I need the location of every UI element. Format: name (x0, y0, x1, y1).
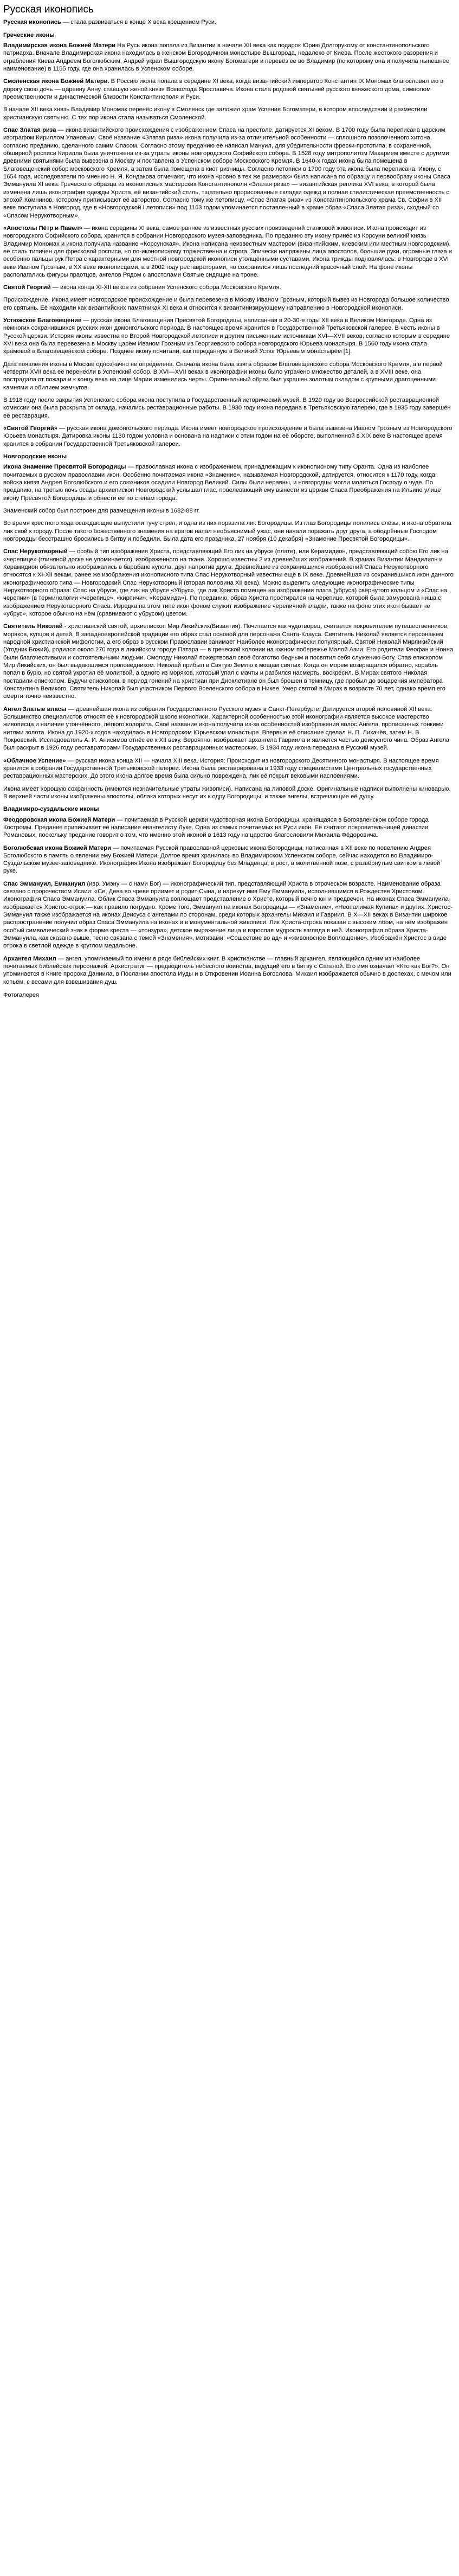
page (0, 0, 459, 1010)
paragraph-bogolub (3, 844, 456, 875)
section-heading-greek: Греческие иконы (3, 31, 55, 39)
term-bogolub: Боголюбская икона Божией Матери (3, 844, 111, 851)
term-nerukotvorny: Спас Нерукотворный (3, 548, 68, 555)
text-vladimir: На Русь икона попала из Византии в начале XII века как подарок Юрию Долгорукому от константинопольского патриарха. Вначале Владимирская икона находилась в женском Богородичном монастыре Вышгорода, недалеко от Киева. После жестокого разорения и ограбления Киева Андреем Боголюбским, Андрей украл Вышгородскую икону Богоматери и перевёз ее во Владимир (по которому она и получила нынешнее наименование) в 1155 году, где она хранилась в Успенском соборе. (3, 42, 450, 72)
intro-paragraph (3, 18, 456, 26)
footer: Фотогалерея (3, 992, 39, 999)
text-emmanuil: (ивр. Умэну — с нами Бог) — иконографический тип, представляющий Христа в отроческом возрасте. Наименование образа связано с пророчеством Исаии: «Се, Дева во чреве приимет и родит Сына, и нарекут имя Ему Еммануил», исполнившимся в Рождестве Христовом. Иконография Спаса Эммануила. Облик Спаса Эммануила воплощает представление о Христе, который вечно юн и предвечен. На иконах Спаса Эммануила изображается Христос-отрок — как правило погрудно. Кроме того, Эммануил на иконах Богородицы — «Знамение», «Неопалимая Купина» и других. Христос-Эммануил также изображается на иконах Деисуса с ангелами по сторонам, среди которых архангелы Михаил и Гавриил. В X—XII веках в Византии широкое распространение получил образ Спаса Эммануила на иконах и в монументальной живописи. Лик Христа-отрока показан с высоким лбом, на нём изображён особый символический знак в форме креста — «тонзура», детское выражение лица и взрослая мудрость взгляда в ней. Иконография образа Христа-Эммануила, как сказано выше, тесно связана с темой «Знамения», мотивами: «Сошествие во ад» и «живоносное Воплощение». Изображён Христос в виде отрока в светлой одежде в круглом медальоне. (3, 880, 452, 950)
text-nerukotvorny: — особый тип изображения Христа, представляющий Его лик на убрусе (плате), или Керамидион, представляющий собою Его лик на «черепице» (глиняной доске не упоминается), изображенного на ткани. Хорошо известны 2 из древнейших изображений. В храмах Византии Мандилион и Керамидион обязательно изображались в барабане купола, друг напротив друга. Древнейшие из сохранившихся изображений Спаса Нерукотворного относятся к XI-XII векам, ранее же изображения иконописного типа Спас Нерукотворный известны ещё в IX веке. Древнейшая из сохранившихся икон данного иконографического типа — Новгородский Спас Нерукотворный (вторая половина XII века). Можно выделить следующие иконографические типы Нерукотворного образа: Спас на убрусе, где лик на убрусе «Убрус», где лик Христа помещен на изображении плата (убруса) свёрнутого кольцом и «Спас на черепии» (в терминологии «черепице», «кирпичи», «Керамида»). По преданию, образ Христа простирался на черепице, которой была замурована ниша с изображением Нерукотворного Спаса. Изредка на этом типе икон фоном служит изображение черепичной кладки, также на фоне этих икон бывает не «убрус», которое обычно на нём (сравнивают с убрусом) цветом. (3, 548, 454, 617)
text-bogolub: — почитаемая Русской православной церковью икона Богородицы, написанная в XII веке по повелению Андрея Боголюбского в память о явлении ему Божией Матери. Долгое время хранилась во Владимирском Успенском соборе, сейчас находится во Владимиро-Суздальском музее-заповеднике. Иконография Икона изображает Богородицу без Младенца, в рост, в молитвенной позе, с развёрнутым свитком в левой руке. (3, 844, 441, 875)
text-nikola: - христианский святой, архиепископ Мир Ликийских(Византия). Почитается как чудотворец, считается покровителем путешественников, моряков, купцов и детей. В западноевропейской традиции его образ стал основой для персонажа Санта-Клауса. Святитель Николай является персонажем народной христианской мифологии, а его образ в русском Православии занимает Наиболее иконографически популярный. Святой Николай Мирликийский (Угодник Божий), родился около 270 года в ликийском городе Патара — в греческой колонии на южном побережье Малой Азии. Его родители Феофан и Нонна были благочестивыми и состоятельными людьми. Смолоду Николай пожертвовал своё богатство бедным и посвятил себя служению Богу. Став епископом Мир Ликийских, он был выдающимся проповедником. Николай прибыл в Святую Землю к мощам святых. Когда он морем возвращался обратно, корабль попал в бурю, но святой укротил её молитвой, а одного из моряков, который упал с мачты и разбился насмерть, воскресил. В Мирах святого Николая поставили епископом. Будучи епископом, в период гонений на христиан при Диоклетиане он был брошен в темницу, где пробыл до воцарения императора Константина Великого. Святитель Николай был участником Первого Вселенского собора в Никее. Умер святой в Мирах в возрасте 70 лет, однако время его смерти точно неизвестно. (3, 623, 454, 700)
paragraph-angel (3, 706, 456, 752)
page-title: Русская иконопись (3, 4, 94, 15)
term-angel: Ангел Златые власы (3, 706, 67, 713)
paragraph-uspenie-2: Икона имеет хорошую сохранность (имеются незначительные утраты живописи). Написана на липовой доске. Оригинальные надписи выполнены киноварью. В верхней части иконы изображены апостолы, облака которых несут их к одру Богородицы, и также ангелы, встречающие её душу. (3, 785, 451, 800)
term-apostles: «Апостолы Пётр и Павел» (3, 225, 82, 232)
paragraph-ustug-3: В 1918 году после закрытия Успенского собора икона поступила в Государственный исторический музей. В 1920 году во Всероссийской реставрационной комиссии она была раскрыта от оклада, начались реставрационные работы. В 1930 году икона передана в Третьяковскую галерею, где в 1935 году завершён её реставрация. (3, 397, 451, 419)
term-ustug: Устюжское Благовещение (3, 317, 82, 324)
paragraph-arhangel (3, 955, 456, 986)
text-uspenie: — русская икона конца XII — начала XIII века. История: Происходит из новгородского Десятинного монастыря. В настоящее время хранится в собрании Государственной Третьяковской галереи. Икона была реставрирована в 1933 году специалистами Центральных государственных реставрационных мастерских. До этого икона долгое время была сильно повреждена, лик её покрыт вековыми наслоениями. (3, 757, 439, 780)
text-georgiy: — русская икона домонгольского периода. Икона имеет новгородское происхождение и была вывезена Иваном Грозным из Новгородского Юрьева монастыря. Датировка иконы 1130 годом условна и основана на надписи с этим годом на её обороте, выполненной в XIX веке В настоящее время хранится в собрании Государственной Третьяковской галереи. (3, 425, 452, 447)
paragraph-apostles (3, 225, 456, 279)
paragraph-georgy (3, 284, 456, 291)
text-arhangel: — ангел, упоминаемый по имени в ряде библейских книг. В христианстве — главный архангел, являющийся одним из наиболее почитаемых библейских персонажей. Архистратиг — предводитель небесного воинства, ведущий его в битву с Сатаной. Его имя означает «Кто как Бог?». Он упоминается в Книге пророка Даниила, в Послании апостола Иуды и в Откровении Иоанна Богослова. Михаил изображается обычно в доспехах, с мечом или копьём, с весами для взвешивания душ. (3, 955, 451, 985)
paragraph-znamenie-2: Знаменский собор был построен для размещения иконы в 1682-88 гг. (3, 508, 200, 515)
text-spas-zlata: — икона византийского происхождения с изображением Спаса на престоле, датируется XI веком. В 1700 году была переписана царским изографом Кириллом Улановым. Своё название «Златая риза» икона получила из-за отличительной особенности — сплошного позолоченного хитона, согласно преданию, сделанного самим Спасом. Согласно этому преданию её написал Мануил, для убедительности фрески-прототипа, в сохраненной, обширной росписи Кирилла была уничтожена из-за утраты иконы новгородского Софийского собора. В 1528 году митрополитом Макарием вместе с другими древними святынями была вывезена в Москву и поставлена в Успенском соборе Московского Кремля. В 1640-х годах икона была помещена в Благовещенский собор московского Кремля, а затем была помещена в киот ризницы. Согласно летописи в 1700 году эта икона была переписана. Икону, с 1654 года, исследователи по мнению Н. Я. Кондакова отмечают, что икона «ровно в тех же размерах» была написана по образцу и первообразу иконы Спаса Эммануила XI века. Греческого образца из иконописных мастерских Константинополя «Златая риза» — византийская реплика XVI века, в которой была изменена лишь иконография одежды Христа, её византийский стиль, тщательно прорисованные складки одежд и полная стилистическая преемственность с эпохой Комнинов, которому приписывают её авторство. Согласно тому же летописцу, «Спас Златая риза» из Константинопольского храма Св. Софии в XII веке поступила в Новгород, где в «Новгородской I летописи» под 1163 годом упоминается поставленный в храме образ «Спаса Златая риза», сходный со «Спасом Нерукотворным». (3, 126, 450, 219)
text-angel: — древнейшая икона из собрания Государственного Русского музея в Санкт-Петербурге. Датируется второй половиной XII века. Большинство специалистов относят её к новгородской школе иконописи. Характерной особенностью этой иконографии является высокое мастерство живописца и наличие утончённого, лёгкого колорита. Своё название икона получила из-за особенностей изображения волос Ангела, прописанных тонкими нитями золота. Икона до 1920-х годов находилась в Новгородском Юрьевском монастыре. Впервые её описание сделал Н. П. Лихачёв, затем Н. В. Покровский. Исследователь А. И. Анисимов отнёс её к XII веку. Вероятно, изображает архангела Гавриила и является частью деисусного чина. Образ Ангела был раскрыт в 1926 году реставраторами Государственных реставрационных мастерских. В 1934 году икона передана в Русский музей. (3, 706, 450, 752)
text-georgy: — икона конца XI-XII веков из собрания Успенского собора Московского Кремля. (50, 284, 281, 291)
paragraph-ustug (3, 317, 456, 356)
term-emmanuil: Спас Эммануил, Еммануил (3, 880, 86, 887)
paragraph-nikola (3, 623, 456, 700)
text-ustug: — русская икона Благовещения Пресвятой Богородицы, написанная в 20-30-е годы XII века в Великом Новгороде. Одна из немногих сохранившихся русских икон домонгольского периода. В настоящее время хранится в Государственной Третьяковской галерее. В честь иконы в Русской церкви. История иконы известна по Второй Новгородской летописи и другим письменным источникам XVI—XVII веков, согласно которым в середине XVI века она была перевезена в Москву царём Иваном Грозным из Георгиевского собора новгородского Юрьева монастыря. В 1560 году икона стала храмовой в Благовещенском соборе. Позднее икону почитали, как переданную в Великий Устюг Юрьевым монастырём [1]. (3, 317, 450, 355)
text-znamenie: — православная икона с изображением, принадлежащим к иконописному типу Оранта. Одна из наиболее почитаемых в русском православии икон. Особенно почитаемая икона «Знамение», называемая Новгородской, датируется, относится к 1170 году, когда войска князя Андрея Боголюбского и его союзников осадили Новгород Великий. Силы были неравны, и новгородцы могли молиться Господу о чуде. По преданию, на третью ночь осады архиепископ Новгородский услышал глас, повелевающий ему вынести из церкви Спаса Преображения на Ильине улице икону Пресвятой Богородицы и обнести ее по стенам города. (3, 464, 441, 502)
paragraph-georgy-2: Происхождение. Икона имеет новгородское происхождение и была перевезена в Москву Иваном Грозным, который вывез из Новгорода большое количество его святынь. Её находили как византийских памятниках XI века и относится к византинизирующему направлению в Новгородской иконописи. (3, 297, 449, 311)
paragraph-emmanuil (3, 880, 456, 950)
paragraph-znamenie (3, 463, 456, 502)
text-feodor: — почитаемая в Русской церкви чудотворная икона Богородицы, хранящаяся в Богоявленском соборе города Костромы. Предание приписывает её написание евангелисту Луке. Одна из самых почитаемых на Руси икон. Её считают покровительницей династии Романовых, поскольку предание говорит о том, что именно этой иконой в 1613 году на царство благословили Михаила Фёдоровича. (3, 816, 429, 839)
section-heading-vladimir-suzdal: Владимиро-суздальские иконы (3, 806, 99, 813)
term-georgiy: «Святой Георгий» (3, 425, 58, 432)
paragraph-znamenie-3: Во время крестного хода осаждающие выпустили тучу стрел, и одна из них поразила лик Богородицы. Из глаз Богородицы полились слёзы, и икона обратила лик свой к городу. После такого божественного знамения на врагов напал необъяснимый ужас, они начали поражать друг друга, а ободрённые Господом новгородцы бесстрашно бросились в битву и победили. Была дата его праздника, 27 ноября (10 декабря) «Знамение Пресвятой Богородицы». (3, 520, 451, 543)
intro-term: Русская иконопись (3, 19, 61, 26)
paragraph-ustug-2: Дата появления иконы в Москве однозначно не определена. Сначала икона была взята образом Благовещенского собора Московского Кремля, а в первой четверти XVII века её перенесли в Успенский собор. В XVI—XVII веках в иконографии иконы было утрачено множество деталей, а в XVIII веке, она пострадала от пожара и к концу века на лице Марии изменились черты. Оригинальный образ был украшен золотым окладом с крупными драгоценными камнями и обилием жемчугов. (3, 361, 443, 391)
term-smolensk: Смоленская икона Божией Матери. (3, 78, 109, 85)
intro-text: — стала развиваться в конце X века крещением Руси. (61, 19, 217, 26)
paragraph-vladimir (3, 42, 456, 73)
term-znamenie: Икона Знамение Пресвятой Богородицы (3, 464, 126, 471)
text-smolensk: В Россию икона попала в середине XI века, когда византийский император Константин IX Мономах благословил ею в дорогу свою дочь — царевну Анну, ставшую женой князя Всеволода Ярославича. Икона стала родовой святыней русского княжеского дома, символом преемственности и династической близости Константинополя и Руси. (3, 78, 444, 100)
term-uspenie: «Облачное Успение» (3, 757, 66, 764)
section-heading-novgorod: Новгородские иконы (3, 453, 67, 460)
paragraph-smolensk (3, 78, 456, 101)
paragraph-spas-zlata (3, 126, 456, 220)
paragraph-nerukotvorny (3, 548, 456, 618)
paragraph-feodor (3, 816, 456, 840)
paragraph-uspenie (3, 757, 456, 780)
paragraph-georgiy (3, 425, 456, 448)
term-arhangel: Архангел Михаил (3, 955, 56, 962)
text-apostles: — икона середины XI века, самое раннее из известных русских произведений станковой живописи. Икона происходит из новгородского Софийского собора, хранится в собрании Новгородского музея-заповедника. По преданию эту икону принёс из Корсуни великий князь Владимир Мономах и икона получила название «Корсунская». Икона написана неизвестным мастером (византийским, киевским или местным новгородским), её стиль типичен для фресковой росписи, но по-иконописному торжественна и строга. Эпически напряжены лица апостолов, большие руки, огромные глаза и особенно пальцы рук Петра с характерными для местной новгородской иконописи утолщёнными суставами. Икона трижды подновлялась: в Новгороде в XVI веке Иваном Грозным, в XX веке иконописцами, а в 2002 году реставраторами, но сохранился лишь последний красочный слой. На фоне иконы располагались фигуры праотцов, ангелов Рядом с апостолами Святые сидящие на троне. (3, 225, 452, 278)
term-spas-zlata: Спас Златая риза (3, 126, 56, 133)
paragraph-smolensk-2: В начале XII века князь Владимир Мономах перенёс икону в Смоленск где заложил храм Успения Богоматери, в котором впоследствии и разместили христианскую святыню. С тех пор икона стала называться Смоленской. (3, 106, 428, 121)
term-georgy: Святой Георгий (3, 284, 51, 291)
term-nikola: Святитель Николай (3, 623, 63, 630)
term-feodor: Феодоровская икона Божией Матери (3, 816, 115, 823)
term-vladimir: Владимирская икона Божией Матери (3, 42, 116, 49)
